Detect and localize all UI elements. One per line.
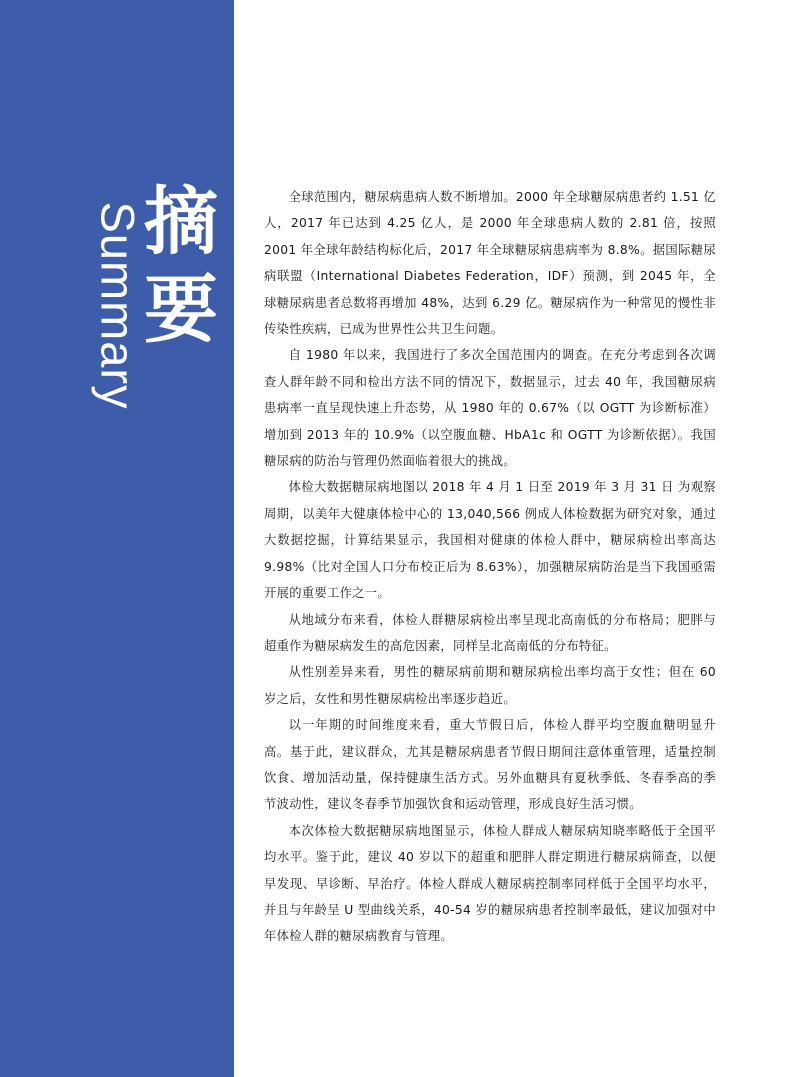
paragraph-gender-difference: 从性别差异来看，男性的糖尿病前期和糖尿病检出率均高于女性；但在 60 岁之后，女性和男性糖尿病检出率逐步趋近。 xyxy=(264,665,716,706)
summary-english-title: Summary xyxy=(91,201,145,410)
paragraph-regional-distribution: 从地域分布来看，体检人群糖尿病检出率呈现北高南低的分布格局；肥胖与超重作为糖尿病发生的高危因素，同样呈北高南低的分布特征。 xyxy=(264,612,716,653)
title-char-yao: 要 xyxy=(144,267,218,353)
title-char-zhai: 摘 xyxy=(144,179,218,265)
paragraph-china-trend: 自 1980 年以来，我国进行了多次全国范围内的调查。在充分考虑到各次调查人群年龄不同和检出方法不同的情况下，数据显示，过去 40 年，我国糖尿病患病率一直呈现快速上升态势，从 1980 年的 0.67%（以 OGTT 为诊断标准）增加到 2013 年的 10.9%（以空腹血糖、HbA1c 和 OGTT 为诊断依据）。我国糖尿病的防治与管理仍然面临着很大的挑战。 xyxy=(264,348,716,469)
summary-chinese-title xyxy=(138,178,224,354)
paragraph-seasonal-variation: 以一年期的时间维度来看，重大节假日后，体检人群平均空腹血糖明显升高。基于此，建议群众，尤其是糖尿病患者节假日期间注意体重管理，适量控制饮食、增加活动量，保持健康生活方式。另外血糖具有夏秋季低、冬春季高的季节波动性，建议冬春季节加强饮食和运动管理，形成良好生活习惯。 xyxy=(264,718,716,812)
paragraph-global-prevalence: 全球范围内，糖尿病患病人数不断增加。2000 年全球糖尿病患者约 1.51 亿人，2017 年已达到 4.25 亿人，是 2000 年全球患病人数的 2.81 倍，按照 2001 年全球年龄结构标化后，2017 年全球糖尿病患病率为 8.8%。据国际糖尿病联盟（International Diabetes Federation，IDF）预测，到 2045 年，全球糖尿病患者总数将再增加 48%，达到 6.29 亿。糖尿病作为一种常见的慢性非传染性疾病，已成为世界性公共卫生问题。 xyxy=(264,190,716,337)
paragraph-checkup-big-data: 体检大数据糖尿病地图以 2018 年 4 月 1 日至 2019 年 3 月 31 日 为观察周期，以美年大健康体检中心的 13,040,566 例成人体检数据为研究对象，通过大数据挖掘，计算结果显示，我国相对健康的体检人群中，糖尿病检出率高达 9.98%（比对全国人口分布校正后为 8.63%），加强糖尿病防治是当下我国亟需开展的重要工作之一。 xyxy=(264,480,716,601)
paragraph-awareness-control: 本次体检大数据糖尿病地图显示，体检人群成人糖尿病知晓率略低于全国平均水平。鉴于此，建议 40 岁以下的超重和肥胖人群定期进行糖尿病筛查，以便早发现、早诊断、早治疗。体检人群成人糖尿病控制率同样低于全国平均水平，并且与年龄呈 U 型曲线关系，40-54 岁的糖尿病患者控制率最低，建议加强对中年体检人群的糖尿病教育与管理。 xyxy=(264,823,716,944)
sidebar-band xyxy=(0,0,234,1077)
summary-body xyxy=(264,184,716,950)
